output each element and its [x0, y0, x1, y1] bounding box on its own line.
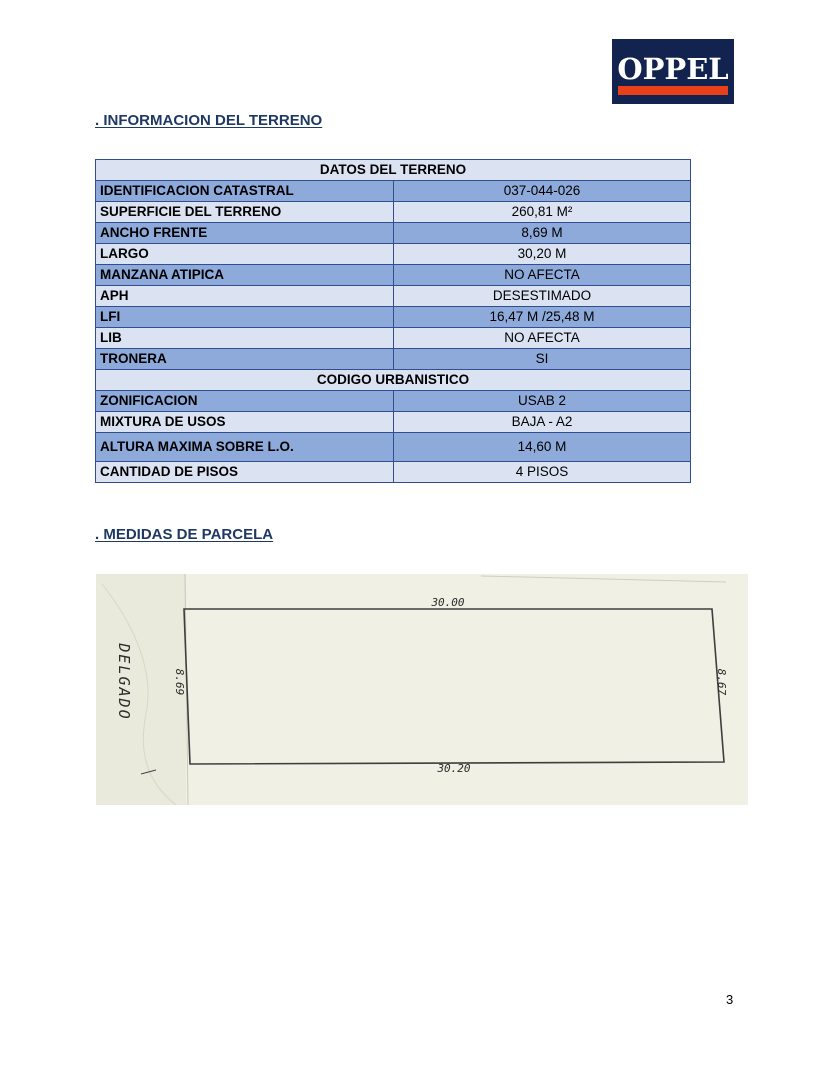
- row-value: 16,47 M /25,48 M: [394, 307, 691, 328]
- oppel-logo: [612, 39, 734, 104]
- table-subheader: CODIGO URBANISTICO: [96, 370, 691, 391]
- row-label: MANZANA ATIPICA: [96, 265, 394, 286]
- row-label: SUPERFICIE DEL TERRENO: [96, 202, 394, 223]
- table-subheader-row: [96, 370, 691, 391]
- table-header: DATOS DEL TERRENO: [96, 160, 691, 181]
- table-row: [96, 462, 691, 483]
- row-value: 30,20 M: [394, 244, 691, 265]
- table-row: [96, 412, 691, 433]
- row-value: DESESTIMADO: [394, 286, 691, 307]
- row-label: ANCHO FRENTE: [96, 223, 394, 244]
- parcel-plan-drawing: [96, 574, 748, 805]
- logo-text: OPPEL: [617, 52, 729, 86]
- top-measure: 30.00: [431, 596, 465, 609]
- terrain-data-table: [95, 159, 691, 483]
- row-label: ZONIFICACION: [96, 391, 394, 412]
- table-row: [96, 265, 691, 286]
- row-value: 14,60 M: [394, 433, 691, 462]
- plan-left-margin: [96, 574, 186, 805]
- bottom-measure: 30.20: [437, 762, 471, 775]
- row-label: CANTIDAD DE PISOS: [96, 462, 394, 483]
- row-value: NO AFECTA: [394, 328, 691, 349]
- table-row: [96, 181, 691, 202]
- page-number: 3: [726, 992, 734, 1007]
- table-row: [96, 223, 691, 244]
- row-label: LFI: [96, 307, 394, 328]
- row-value: 037-044-026: [394, 181, 691, 202]
- row-value: USAB 2: [394, 391, 691, 412]
- row-label: APH: [96, 286, 394, 307]
- row-value: NO AFECTA: [394, 265, 691, 286]
- row-label: MIXTURA DE USOS: [96, 412, 394, 433]
- parcel-section-title: . MEDIDAS DE PARCELA: [95, 526, 274, 543]
- table-row: [96, 202, 691, 223]
- table-row: [96, 286, 691, 307]
- row-value: BAJA - A2: [394, 412, 691, 433]
- table-row: [96, 433, 691, 462]
- row-label: LIB: [96, 328, 394, 349]
- table-row: [96, 349, 691, 370]
- table-row: [96, 328, 691, 349]
- table-row: [96, 307, 691, 328]
- row-label: LARGO: [96, 244, 394, 265]
- row-label: ALTURA MAXIMA SOBRE L.O.: [96, 433, 394, 462]
- logo-underline-bar: [618, 86, 728, 95]
- row-value: SI: [394, 349, 691, 370]
- table-header-row: [96, 160, 691, 181]
- row-value: 4 PISOS: [394, 462, 691, 483]
- table-row: [96, 244, 691, 265]
- row-label: IDENTIFICACION CATASTRAL: [96, 181, 394, 202]
- terrain-section-title: . INFORMACION DEL TERRENO: [95, 112, 323, 129]
- right-measure: 8.67: [715, 668, 728, 696]
- table-row: [96, 391, 691, 412]
- street-name: DELGADO: [115, 643, 133, 721]
- row-label: TRONERA: [96, 349, 394, 370]
- row-value: 8,69 M: [394, 223, 691, 244]
- left-measure: 8.69: [173, 668, 186, 696]
- row-value: 260,81 M²: [394, 202, 691, 223]
